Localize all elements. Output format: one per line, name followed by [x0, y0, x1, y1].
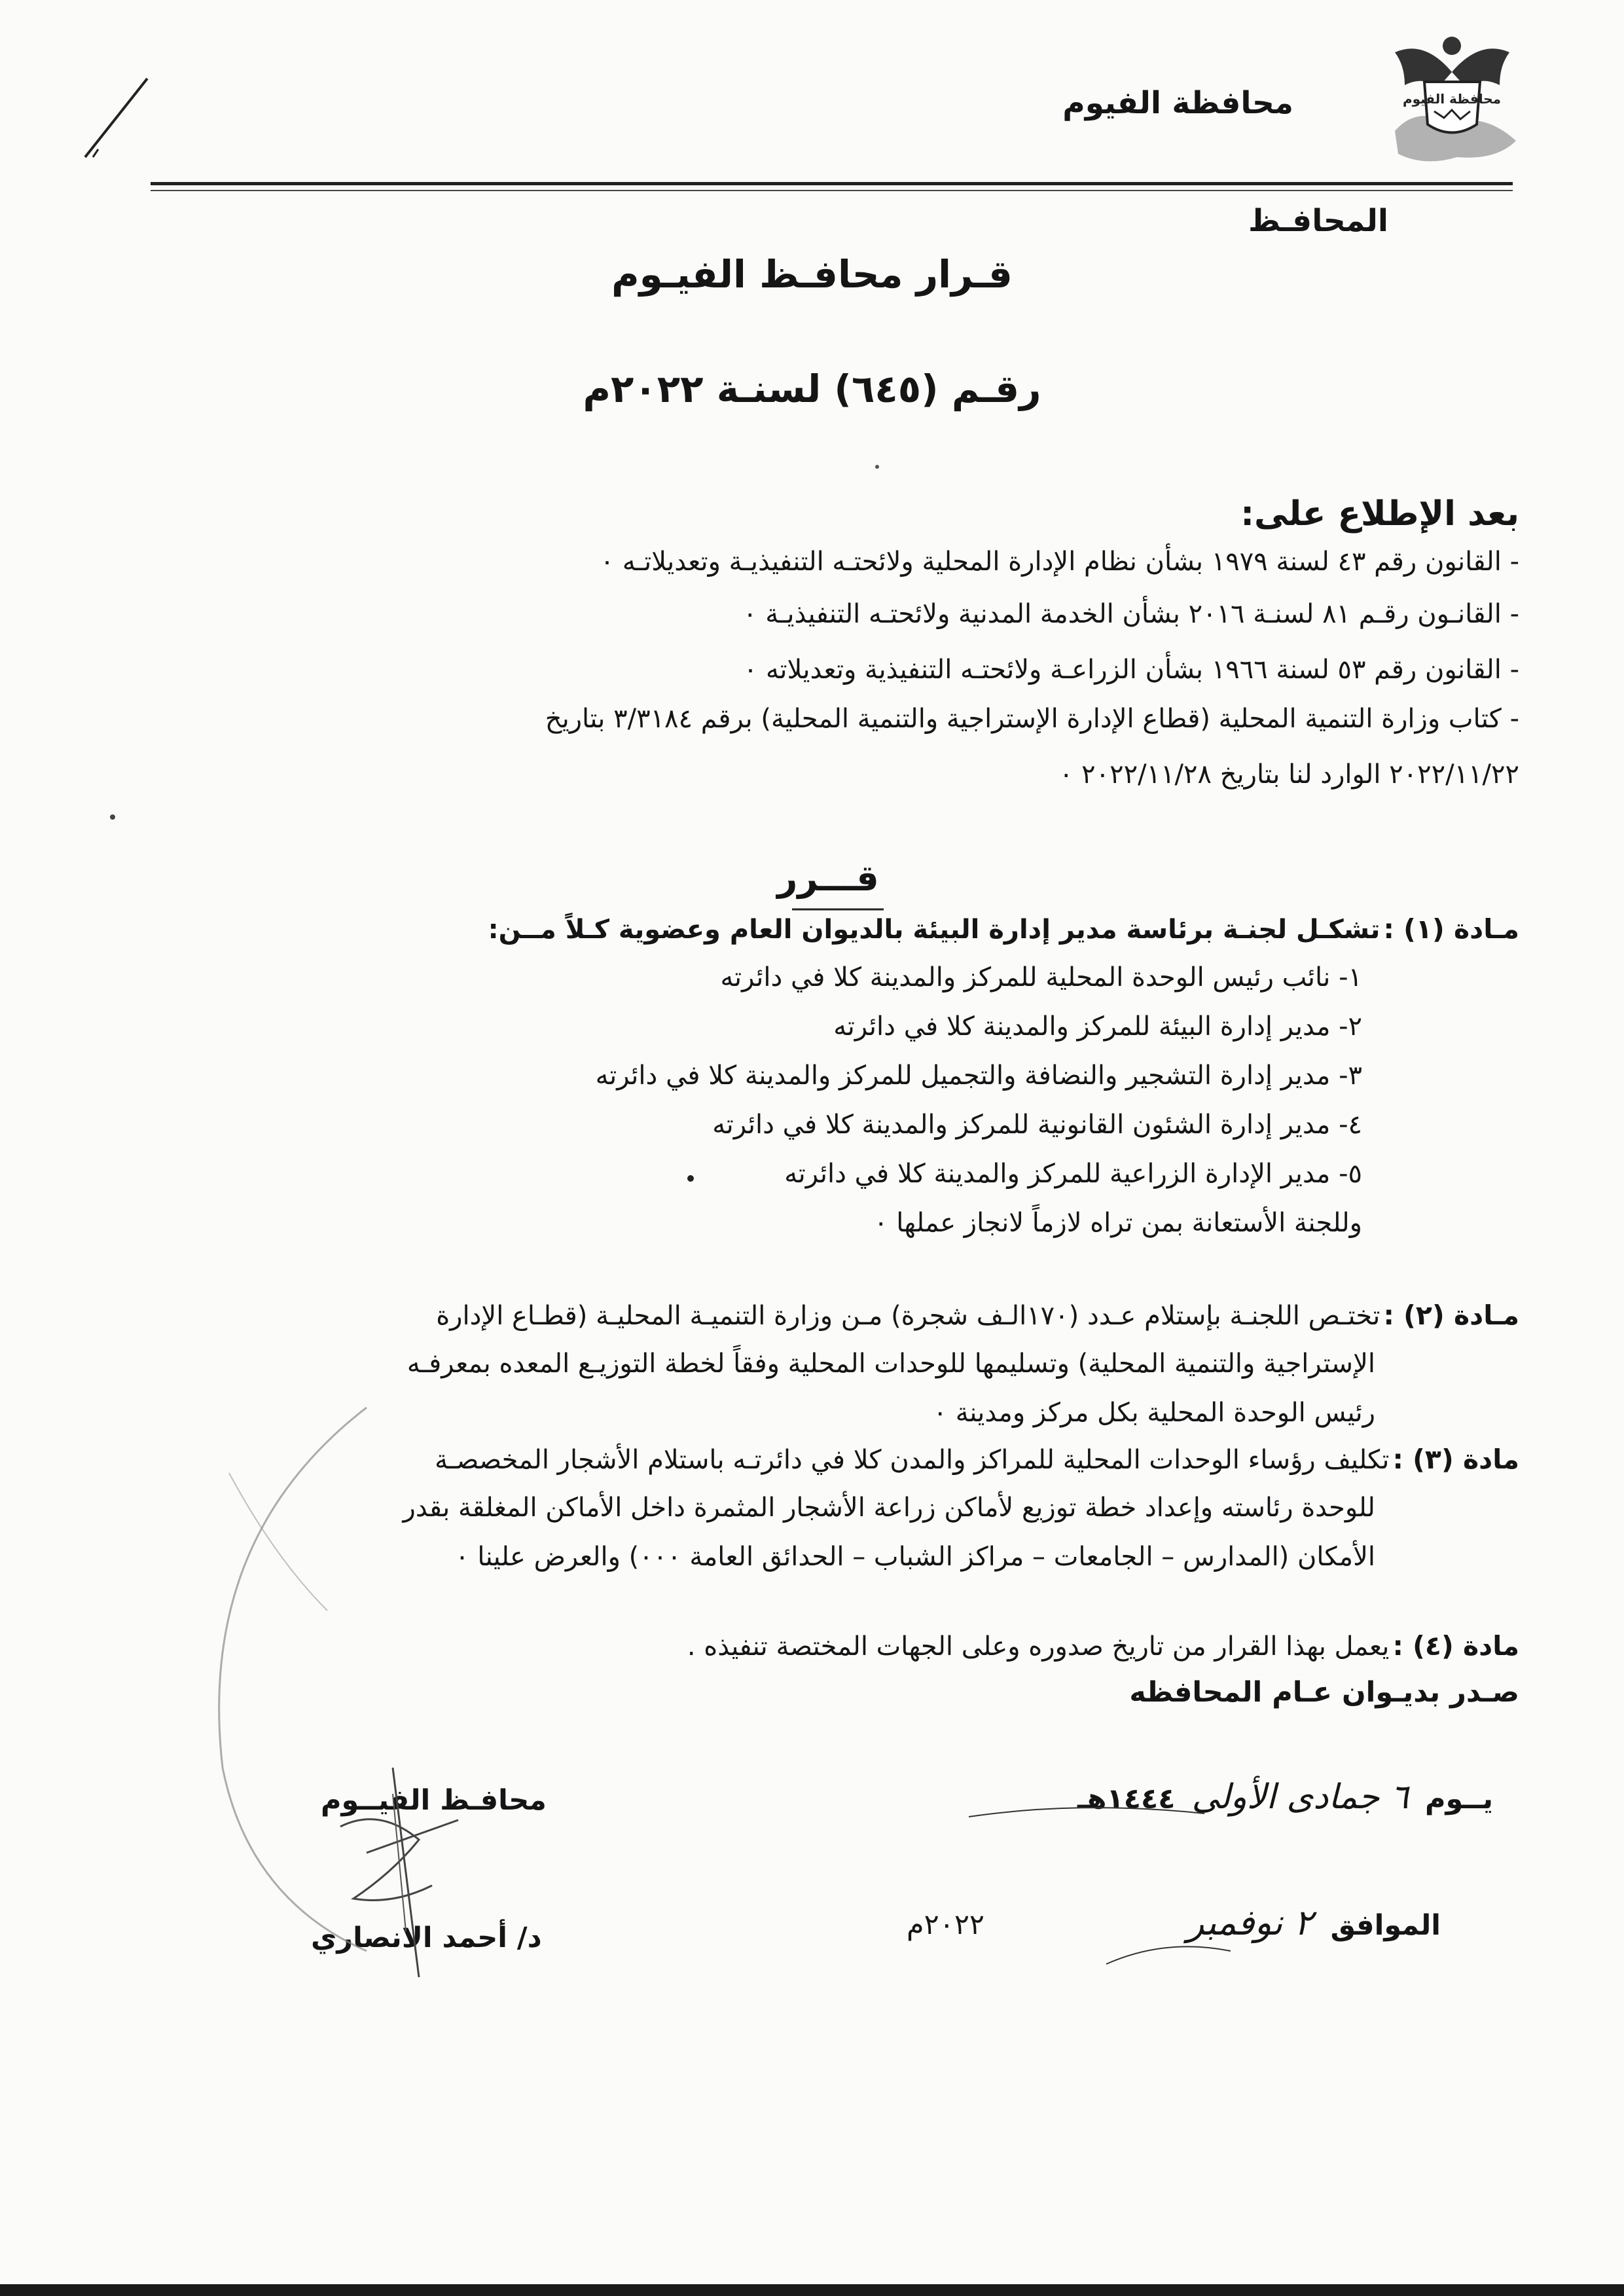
article-2-line: تختـص اللجنـة بإستلام عـدد (١٧٠الـف شجرة) مـن وزارة التنميـة المحليـة (قطـاع الإدارة [436, 1301, 1380, 1331]
decision-heading: قـــرر [777, 858, 879, 899]
article-3-label: مادة (٣) : [1392, 1444, 1519, 1475]
decision-underline [792, 907, 884, 912]
recitals-heading: بعد الإطلاع على: [1240, 494, 1519, 534]
article-1-label: مـادة (١) : [1383, 913, 1519, 945]
committee-member: ٤- مدير إدارة الشئون القانونية للمركز والمدينة كلا في دائرته [712, 1110, 1362, 1140]
decree-title: قـرار محافـظ الفيـوم [611, 252, 1013, 297]
office-label: المحافـظ [1248, 203, 1388, 239]
hijri-date-line [1077, 1777, 1493, 1817]
article-3 [435, 1444, 1519, 1475]
article-2-line: رئيس الوحدة المحلية بكل مركز ومدينة ٠ [933, 1398, 1375, 1428]
article-2 [436, 1300, 1519, 1331]
committee-member: ٥- مدير الإدارة الزراعية للمركز والمدينة كلا في دائرته [784, 1159, 1362, 1189]
corresponding-label: الموافق [1330, 1909, 1441, 1942]
governor-name: د/ أحمد الانصاري [311, 1922, 542, 1954]
article-2-label: مـادة (٢) : [1383, 1300, 1519, 1331]
scan-edge-band [0, 2284, 1624, 2296]
article-4 [687, 1630, 1519, 1662]
recital-item: - القانون رقم ٥٣ لسنة ١٩٦٦ بشأن الزراعـة ولائحتـه التنفيذية وتعديلاته ٠ [743, 655, 1519, 685]
article-4-label: مادة (٤) : [1392, 1630, 1519, 1662]
article-2-line: الإستراجية والتنمية المحلية) وتسليمها للوحدات المحلية وفقاً لخطة التوزيـع المعده بمعرفـه [406, 1349, 1375, 1379]
handwritten-gregorian-date: ٢ نوفمبر [1187, 1902, 1313, 1943]
committee-member: ١- نائب رئيس الوحدة المحلية للمركز والمدينة كلا في دائرته [720, 962, 1362, 993]
corner-pen-mark [79, 65, 164, 164]
header-rule [151, 182, 1513, 185]
committee-member: ٣- مدير إدارة التشجير والنضافة والتجميل للمركز والمدينة كلا في دائرته [595, 1061, 1362, 1091]
article-3-line: تكليف رؤساء الوحدات المحلية للمراكز والمدن كلا في دائرتـه باستلام الأشجار المخصصـة [435, 1445, 1390, 1475]
recital-item: - القانون رقم ٤٣ لسنة ١٩٧٩ بشأن نظام الإدارة المحلية ولائحتـه التنفيذيـة وتعديلاتـه ٠ [600, 547, 1519, 577]
gregorian-year: ٢٠٢٢م [907, 1908, 985, 1941]
hijri-year: ١٤٤٤هـ [1077, 1783, 1176, 1815]
article-3-line: الأمكان (المدارس – الجامعات – مراكز الشباب – الحدائق العامة ٠٠٠) والعرض علينا ٠ [455, 1542, 1375, 1572]
eagle-emblem-icon [1379, 26, 1526, 173]
day-label: يــوم [1424, 1783, 1493, 1815]
recital-item: - القانـون رقـم ٨١ لسنـة ٢٠١٦ بشأن الخدمة المدنية ولائحتـه التنفيذيـة ٠ [743, 599, 1519, 629]
decree-number: رقـم (٦٤٥) لسنـة ٢٠٢٢م [583, 367, 1041, 411]
header-rule-thin [151, 190, 1513, 191]
committee-member: ٢- مدير إدارة البيئة للمركز والمدينة كلا في دائرته [833, 1011, 1362, 1042]
gregorian-date-line [1172, 1902, 1441, 1943]
article-1-text: تشكـل لجنـة برئاسة مدير إدارة البيئة بالديوان العام وعضوية كـلاً مــن: [488, 915, 1380, 945]
article-1-closing: وللجنة الأستعانة بمن تراه لازماً لانجاز عملها ٠ [874, 1208, 1362, 1238]
article-1 [488, 913, 1519, 945]
recital-continuation: ٢٠٢٢/١١/٢٢ الوارد لنا بتاريخ ٢٠٢٢/١١/٢٨ ٠ [1058, 759, 1519, 790]
recital-item: - كتاب وزارة التنمية المحلية (قطاع الإدارة الإستراجية والتنمية المحلية) برقم ٣/٣١٨٤ بتاريخ [545, 704, 1519, 734]
issued-at: صـدر بديـوان عـام المحافظه [1129, 1676, 1519, 1709]
governorate-name: محافظة الفيوم [1062, 85, 1293, 121]
handwritten-hijri-date: ٦ جمادى الأولى [1191, 1777, 1409, 1817]
governor-title: محافـظ الفيــوم [321, 1784, 547, 1817]
article-4-text: يعمل بهذا القرار من تاريخ صدوره وعلى الجهات المختصة تنفيذه . [687, 1631, 1390, 1662]
article-3-line: للوحدة رئاسته وإعداد خطة توزيع لأماكن زراعة الأشجار المثمرة داخل الأماكن المغلقة بقدر [403, 1493, 1375, 1523]
svg-text:محافظة الفيوم: محافظة الفيوم [1402, 91, 1502, 107]
